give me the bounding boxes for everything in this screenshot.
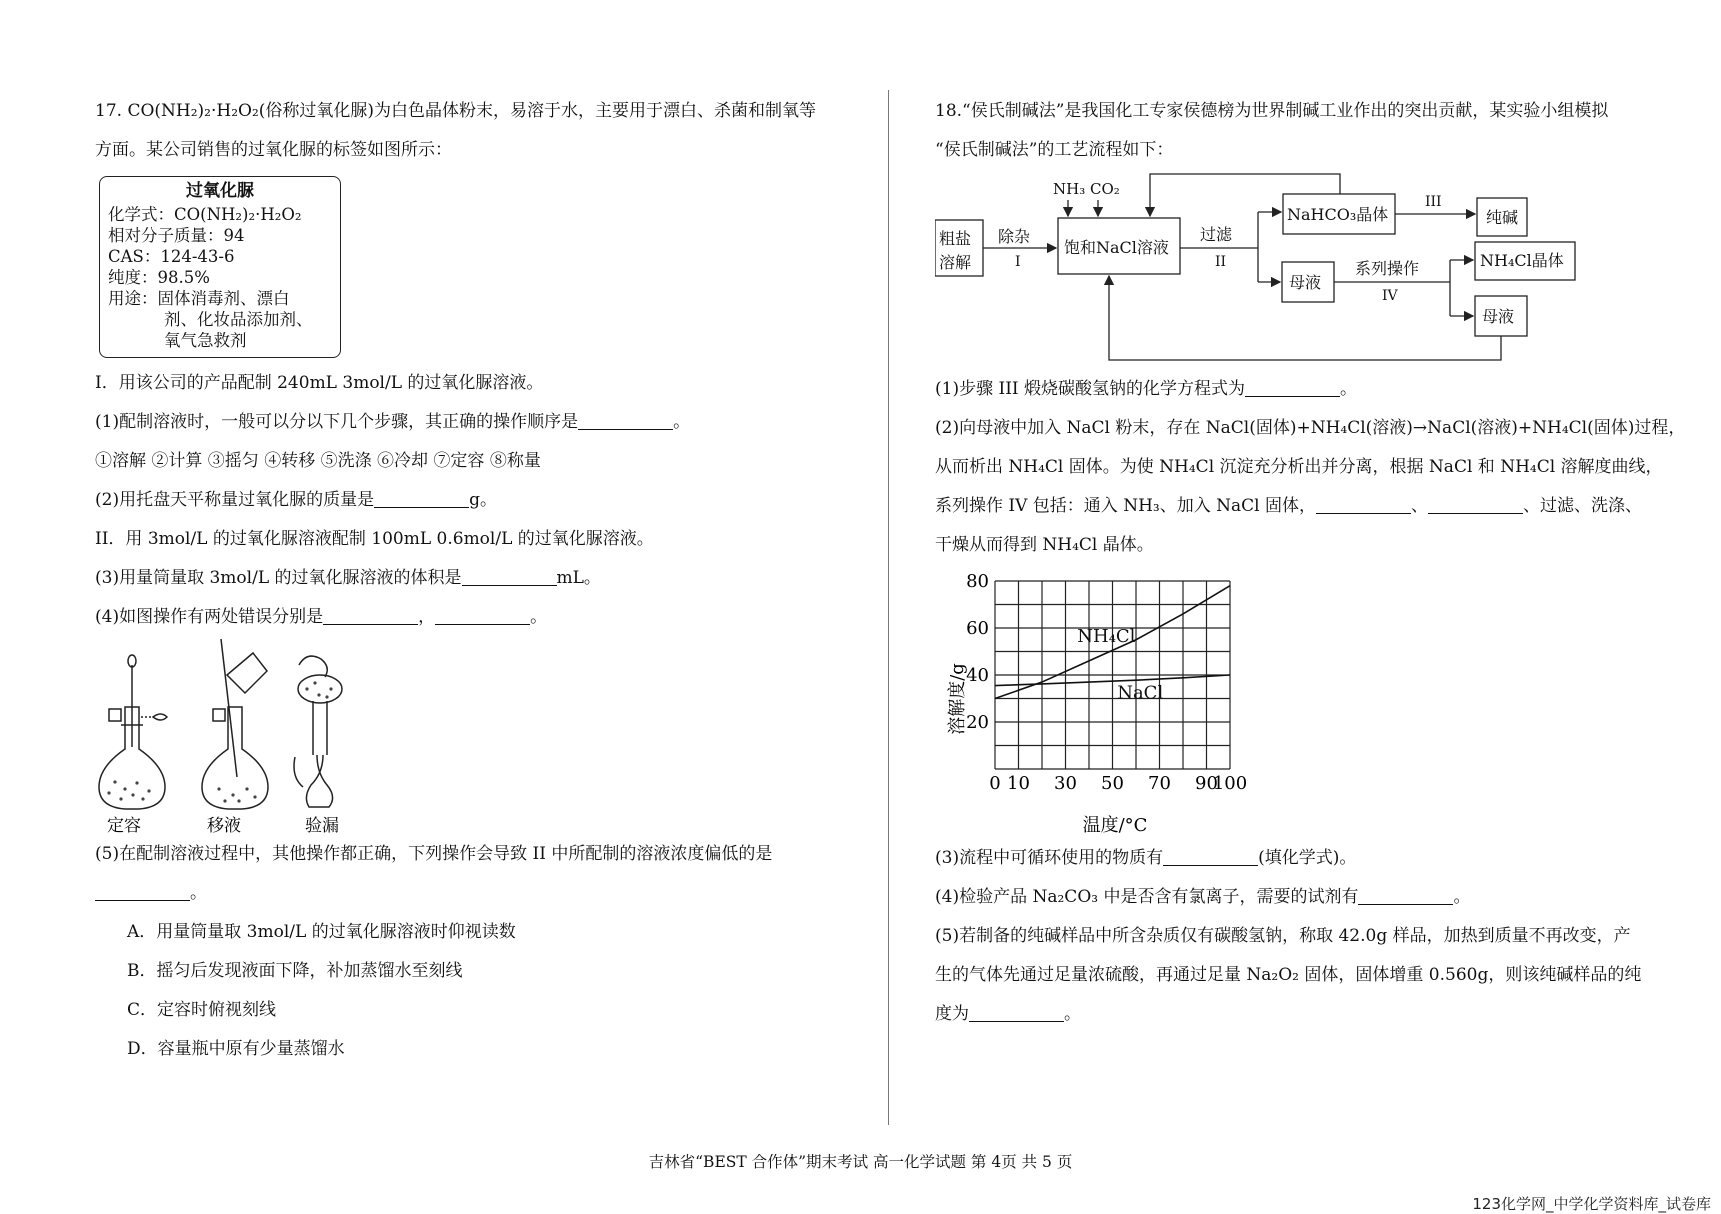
flow-crude-salt-1: 粗盐	[939, 229, 972, 248]
flow-step-3-num: III	[1425, 194, 1442, 210]
steps-list: ①溶解 ②计算 ③摇匀 ④转移 ⑤洗涤 ⑥冷却 ⑦定容 ⑧称量	[95, 451, 541, 471]
lab-figures	[95, 637, 845, 835]
label-formula: 化学式：CO(NH₂)₂·H₂O₂	[108, 205, 302, 224]
flow-step-4-num: IV	[1382, 288, 1398, 304]
q18-sub2-d: 干燥从而得到 NH₄Cl 晶体。	[935, 535, 1154, 555]
label-cas: CAS：124-43-6	[108, 247, 235, 266]
answer-blank[interactable]	[462, 567, 557, 586]
question-18	[935, 92, 1686, 1034]
answer-blank[interactable]	[435, 606, 530, 625]
x-tick-label: 30	[1054, 773, 1077, 794]
chart-grid	[995, 581, 1230, 769]
part-i: I．用该公司的产品配制 240mL 3mol/L 的过氧化脲溶液。	[95, 373, 544, 393]
flow-step-1-num: I	[1015, 254, 1021, 270]
y-tick-label: 80	[966, 571, 989, 592]
flow-mother-liquor-2: 母液	[1482, 307, 1515, 326]
label-purity: 纯度：98.5%	[108, 268, 210, 287]
q18-sub2-c: 系列操作 IV 包括：通入 NH₃、加入 NaCl 固体， 、 、过滤、洗涤、	[935, 496, 1642, 516]
q18-sub1: (1)步骤 III 煅烧碳酸氢钠的化学方程式为 。	[935, 379, 1358, 399]
x-tick-label: 10	[1007, 773, 1030, 794]
flow-saturated-nacl: 饱和NaCl溶液	[1064, 238, 1169, 257]
answer-blank[interactable]	[1163, 847, 1258, 866]
solubility-chart	[935, 569, 1295, 839]
q17-sub3: (3)用量筒量取 3mol/L 的过氧化脲溶液的体积是 mL。	[95, 568, 601, 588]
part-ii: II．用 3mol/L 的过氧化脲溶液配制 100mL 0.6mol/L 的过氧化脲溶液。	[95, 529, 654, 549]
answer-blank[interactable]	[1245, 378, 1340, 397]
answer-blank[interactable]	[95, 882, 190, 901]
option-a[interactable]: A．用量筒量取 3mol/L 的过氧化脲溶液时仰视读数	[127, 922, 516, 942]
q17-sub4: (4)如图操作有两处错误分别是 ， 。	[95, 607, 548, 627]
flow-step-1: 除杂	[998, 227, 1031, 246]
question-17	[95, 92, 845, 1069]
x-tick-label: 90	[1195, 773, 1218, 794]
lab-figures-drawing	[95, 637, 515, 835]
label-mass: 相对分子质量：94	[108, 226, 245, 245]
option-b[interactable]: B．摇匀后发现液面下降，补加蒸馏水至刻线	[127, 961, 463, 981]
process-flow-diagram	[935, 170, 1635, 370]
flow-step-2-num: II	[1215, 254, 1227, 270]
y-tick-label: 20	[966, 712, 989, 733]
q18-sub5-c: 度为 。	[935, 1004, 1081, 1024]
flow-nh4cl: NH₄Cl晶体	[1480, 251, 1564, 270]
answer-blank[interactable]	[374, 489, 469, 508]
flow-crude-salt-2: 溶解	[939, 253, 972, 272]
q18-sub3: (3)流程中可循环使用的物质有 (填化学式)。	[935, 848, 1357, 868]
flow-mother-liquor: 母液	[1289, 273, 1322, 292]
chart-y-label: 溶解度/g	[947, 663, 968, 735]
q18-line2: “侯氏制碱法”的工艺流程如下：	[935, 140, 1174, 160]
label-use3: 氧气急救剂	[164, 331, 247, 350]
y-tick-label: 40	[966, 665, 989, 686]
option-c[interactable]: C．定容时俯视刻线	[127, 1000, 277, 1020]
fig-label-yiye: 移液	[207, 816, 241, 835]
flow-inputs: NH₃ CO₂	[1053, 180, 1120, 198]
option-d[interactable]: D．容量瓶中原有少量蒸馏水	[127, 1039, 345, 1059]
fig-label-dingrong: 定容	[107, 816, 141, 835]
q17-line1: 17. CO(NH₂)₂·H₂O₂(俗称过氧化脲)为白色晶体粉末，易溶于水，主要用于漂白、杀菌和制氧等	[95, 101, 817, 121]
series-label-nacl: NaCl	[1117, 682, 1164, 704]
x-tick-label: 50	[1101, 773, 1124, 794]
answer-blank[interactable]	[323, 606, 418, 625]
q18-line1: 18.“侯氏制碱法”是我国化工专家侯德榜为世界制碱工业作出的突出贡献，某实验小组模拟	[935, 101, 1609, 121]
product-label	[99, 176, 341, 358]
series-label-nh4cl: NH₄Cl	[1077, 626, 1136, 648]
q17-sub2: (2)用托盘天平称量过氧化脲的质量是 g。	[95, 490, 497, 510]
q17-sub5-answer: 。	[95, 874, 845, 913]
q18-sub2-a: (2)向母液中加入 NaCl 粉末，存在 NaCl(固体)+NH₄Cl(溶液)→NaCl(溶液)+NH₄Cl(固体)过程，	[935, 418, 1686, 438]
flow-step-2: 过滤	[1200, 225, 1233, 244]
answer-blank[interactable]	[969, 1003, 1064, 1022]
q18-sub5-a: (5)若制备的纯碱样品中所含杂质仅有碳酸氢钠，称取 42.0g 样品，加热到质量不再改变，产	[935, 926, 1631, 946]
q17-sub5: (5)在配制溶液过程中，其他操作都正确，下列操作会导致 II 中所配制的溶液浓度偏低的是	[95, 844, 773, 864]
q17-line2: 方面。某公司销售的过氧化脲的标签如图所示：	[95, 140, 452, 160]
fig-label-yanlou: 验漏	[305, 816, 339, 835]
answer-blank[interactable]	[1316, 495, 1411, 514]
q18-sub4: (4)检验产品 Na₂CO₃ 中是否含有氯离子，需要的试剂有 。	[935, 887, 1471, 907]
answer-blank[interactable]	[578, 411, 673, 430]
column-divider	[888, 90, 889, 1125]
x-tick-label: 0	[989, 773, 1001, 794]
label-title: 过氧化脲	[186, 181, 254, 201]
page-footer: 吉林省“BEST 合作体”期末考试 高一化学试题 第 4页 共 5 页	[648, 1153, 1073, 1171]
q18-sub5-b: 生的气体先通过足量浓硫酸，再通过足量 Na₂O₂ 固体，固体增重 0.560g，则该纯碱样品的纯	[935, 965, 1642, 985]
site-watermark: 123化学网_中学化学资料库_试卷库	[1472, 1195, 1711, 1213]
q17-sub1: (1)配制溶液时，一般可以分以下几个步骤，其正确的操作顺序是 。	[95, 412, 691, 432]
x-tick-label: 100	[1212, 773, 1248, 794]
flow-soda: 纯碱	[1486, 208, 1519, 227]
flow-nahco3: NaHCO₃晶体	[1287, 205, 1389, 224]
answer-blank[interactable]	[1428, 495, 1523, 514]
q18-sub2-b: 从而析出 NH₄Cl 固体。为使 NH₄Cl 沉淀充分析出并分离，根据 NaCl 和 NH₄Cl 溶解度曲线，	[935, 457, 1663, 477]
label-use1: 用途：固体消毒剂、漂白	[108, 289, 290, 308]
flow-step-4: 系列操作	[1355, 259, 1420, 278]
x-tick-label: 70	[1148, 773, 1171, 794]
chart-x-label: 温度/°C	[1082, 815, 1148, 836]
answer-blank[interactable]	[1358, 886, 1453, 905]
y-tick-label: 60	[966, 618, 989, 639]
label-use2: 剂、化妆品添加剂、	[164, 310, 313, 329]
